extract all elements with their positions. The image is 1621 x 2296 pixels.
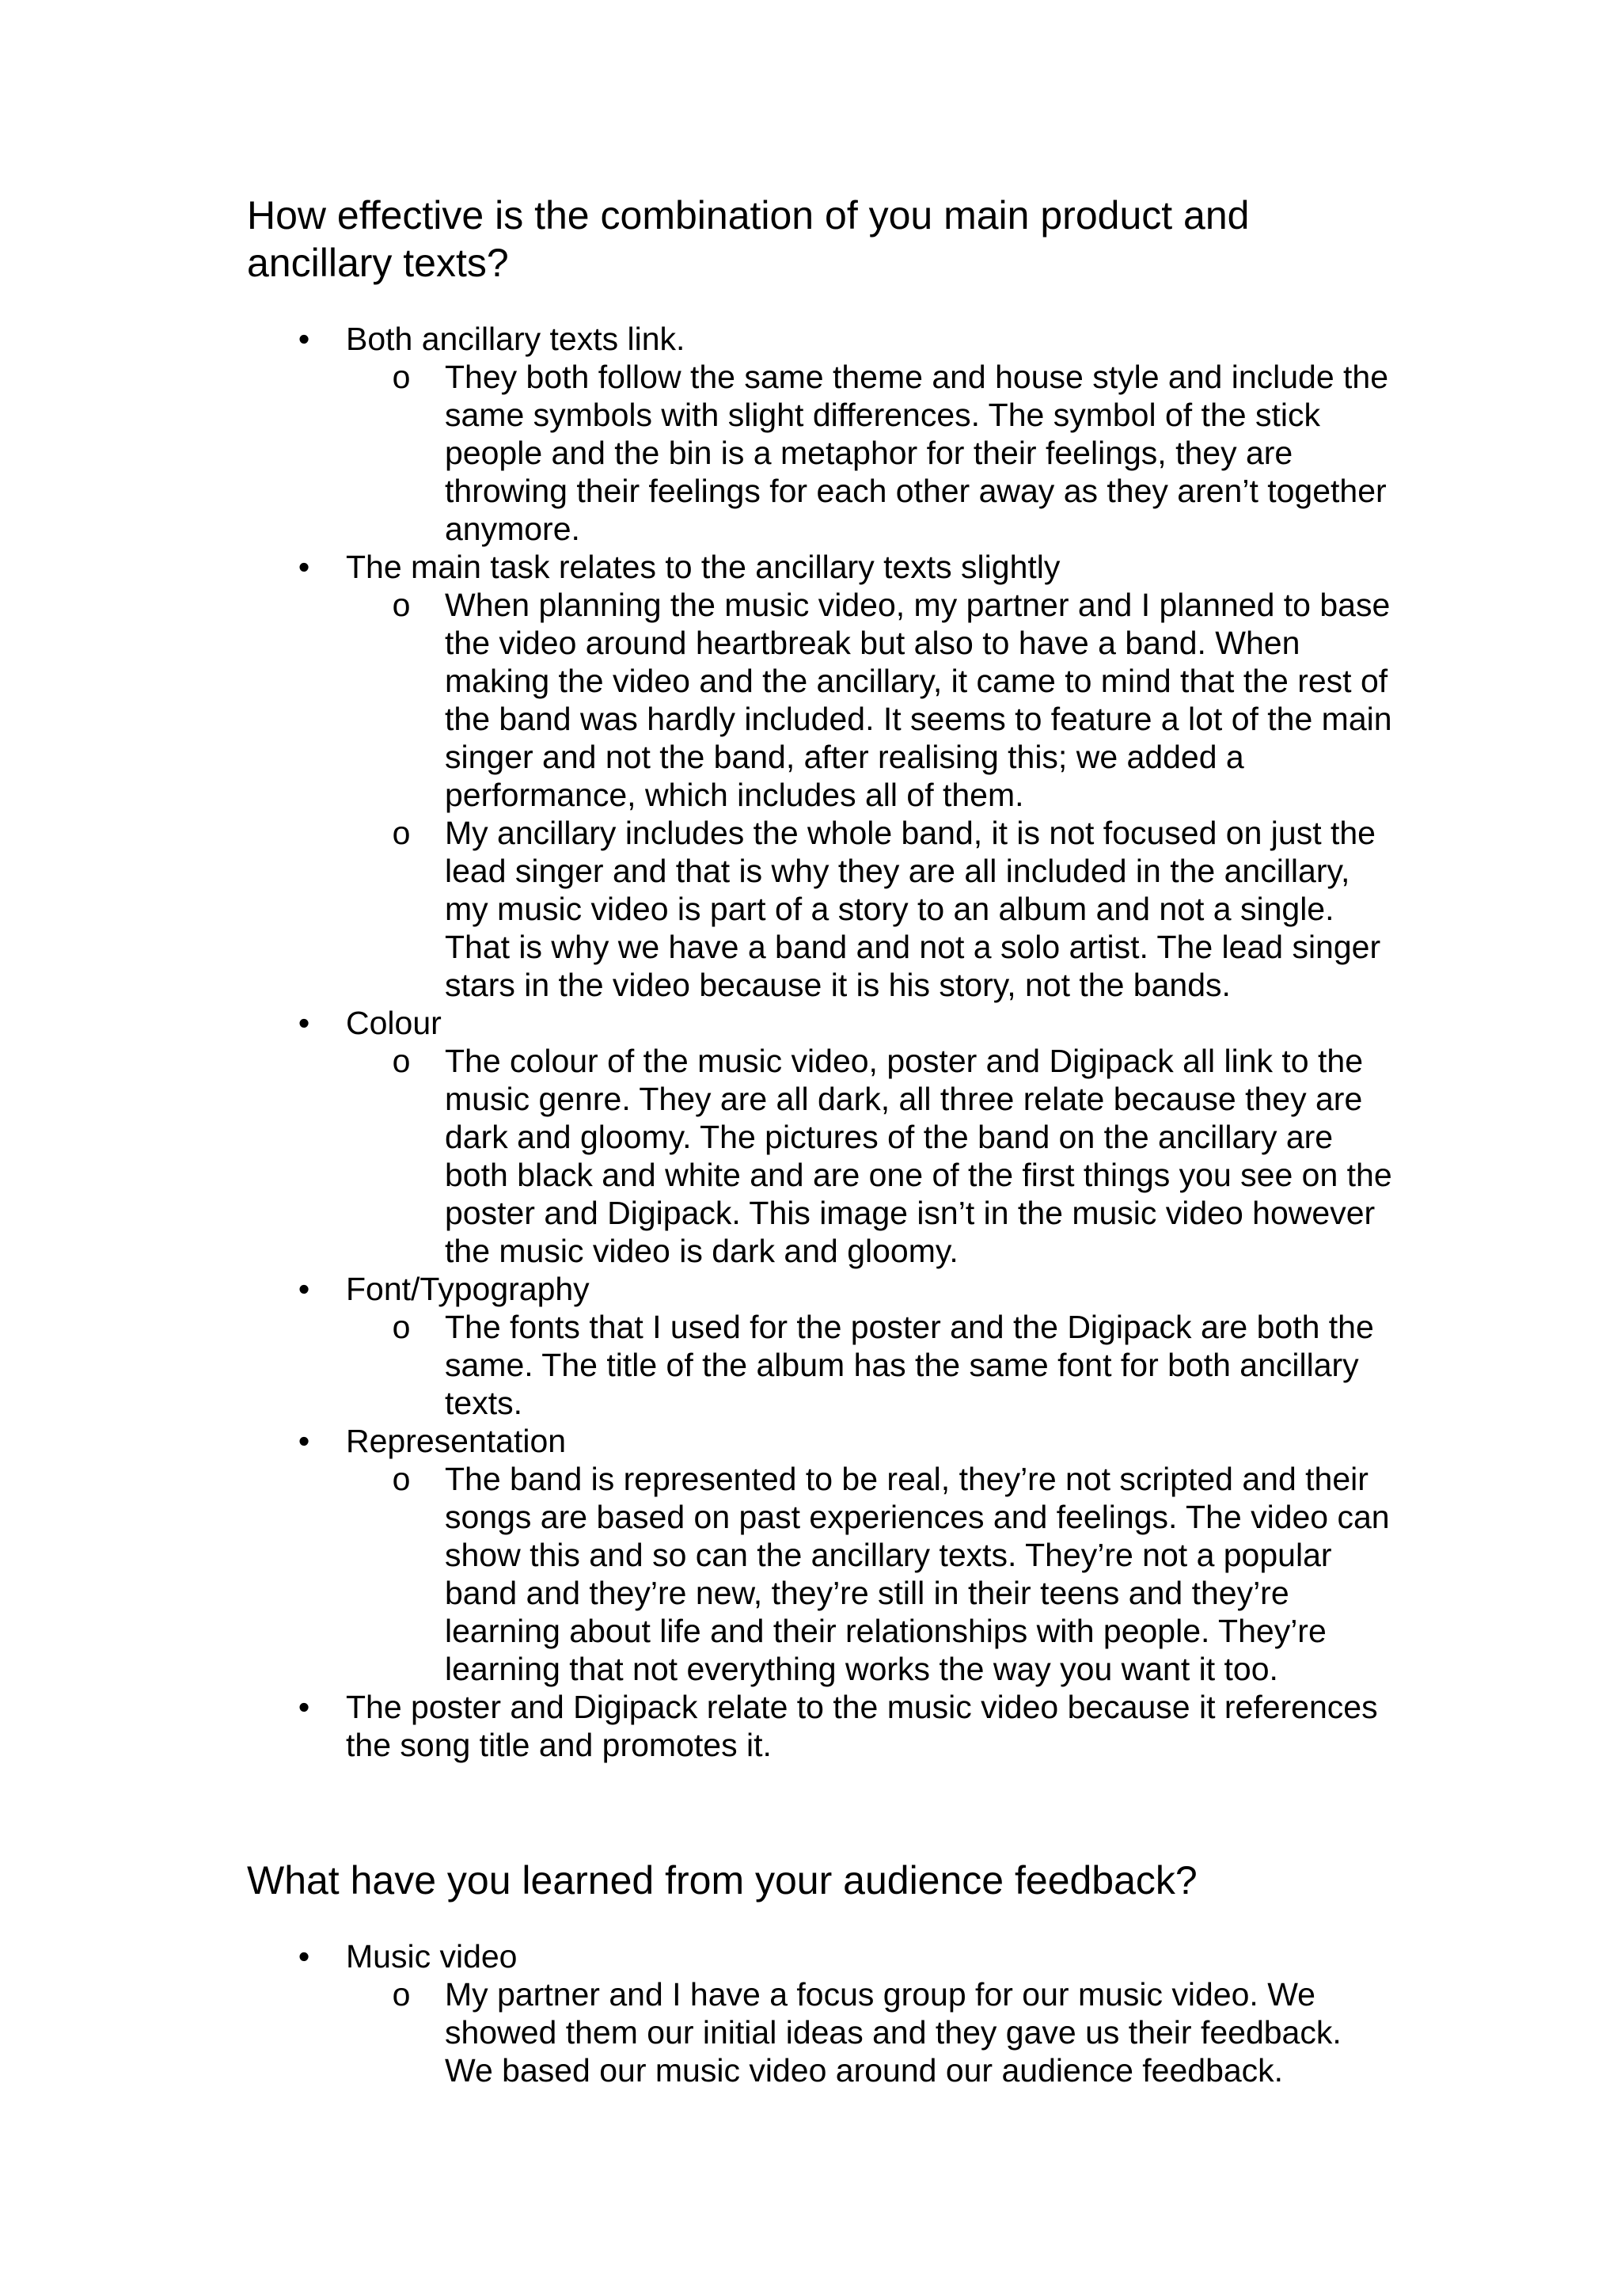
sub-list-item <box>346 1042 1395 1270</box>
sub-list <box>346 1975 1395 2089</box>
sub-list-item <box>346 1308 1395 1422</box>
sub-list-item-text: The colour of the music video, poster and Digipack all link to the music genre. They are all dark, all three relate because they are dark and gloomy. The pictures of the band on the ancillary are both black and white and are one of the first things you see on the poster and Digipack. This image isn’t in the music video however the music video is dark and gloomy. <box>445 1043 1392 1269</box>
bullet-icon: • <box>298 1689 310 1725</box>
list-item-text: Both ancillary texts link. <box>346 321 685 357</box>
list-item <box>247 1937 1395 2089</box>
circle-bullet-icon: o <box>392 1043 411 1079</box>
sub-list-item-text: The band is represented to be real, they’re not scripted and their songs are based on past experiences and feelings. The video can show this and so can the ancillary texts. They’re not a popular band and they’re new, they’re still in their teens and they’re learning about life and their relationships with people. They’re learning that not everything works the way you want it too. <box>445 1461 1390 1687</box>
list-item <box>247 320 1395 548</box>
list-item <box>247 548 1395 1004</box>
circle-bullet-icon: o <box>392 359 411 395</box>
sub-list-item-text: When planning the music video, my partner and I planned to base the video around heartbreak but also to have a band. When making the video and the ancillary, it came to mind that the rest of the band was hardly included. It seems to feature a lot of the main singer and not the band, after realising this; we added a performance, which includes all of them. <box>445 587 1392 813</box>
section-heading: How effective is the combination of you main product and ancillary texts? <box>247 193 1250 285</box>
bullet-icon: • <box>298 1005 310 1041</box>
list-item-text: Representation <box>346 1423 567 1459</box>
list-item <box>247 1688 1395 1764</box>
list-item-text: The poster and Digipack relate to the music video because it references the song title and promotes it. <box>346 1689 1378 1763</box>
section-audience-feedback <box>247 1857 1395 2089</box>
section-combination <box>247 192 1395 1764</box>
sub-list-item <box>346 586 1395 814</box>
circle-bullet-icon: o <box>392 1976 411 2013</box>
sub-list <box>346 1308 1395 1422</box>
sub-list-item-text: My partner and I have a focus group for our music video. We showed them our initial ideas and they gave us their feedback. We based our music video around our audience feedback. <box>445 1976 1342 2089</box>
sub-list-item <box>346 358 1395 548</box>
sub-list-item <box>346 1460 1395 1688</box>
circle-bullet-icon: o <box>392 1309 411 1345</box>
sub-list-item-text: The fonts that I used for the poster and the Digipack are both the same. The title of the album has the same font for both ancillary texts. <box>445 1309 1374 1421</box>
sub-list-item-text: They both follow the same theme and house style and include the same symbols with slight differences. The symbol of the stick people and the bin is a metaphor for their feelings, they are throwing their feelings for each other away as they aren’t together anymore. <box>445 359 1389 547</box>
sub-list <box>346 1460 1395 1688</box>
circle-bullet-icon: o <box>392 587 411 623</box>
bullet-list <box>247 320 1395 1764</box>
list-item-text: Music video <box>346 1938 518 1975</box>
list-item <box>247 1004 1395 1270</box>
circle-bullet-icon: o <box>392 815 411 851</box>
bullet-icon: • <box>298 321 310 357</box>
sub-list <box>346 358 1395 548</box>
list-item-text: Colour <box>346 1005 442 1041</box>
bullet-list <box>247 1937 1395 2089</box>
circle-bullet-icon: o <box>392 1461 411 1497</box>
sub-list <box>346 1042 1395 1270</box>
section-heading: What have you learned from your audience feedback? <box>247 1858 1198 1903</box>
list-item-text: The main task relates to the ancillary texts slightly <box>346 549 1061 585</box>
list-item <box>247 1422 1395 1688</box>
list-item <box>247 1270 1395 1422</box>
bullet-icon: • <box>298 549 310 585</box>
sub-list <box>346 586 1395 1004</box>
list-item-text: Font/Typography <box>346 1271 590 1307</box>
sub-list-item <box>346 814 1395 1004</box>
bullet-icon: • <box>298 1271 310 1307</box>
sub-list-item-text: My ancillary includes the whole band, it is not focused on just the lead singer and that is why they are all included in the ancillary, my music video is part of a story to an album and not a single. That is why we have a band and not a solo artist. The lead singer stars in the video because it is his story, not the bands. <box>445 815 1381 1003</box>
sub-list-item <box>346 1975 1395 2089</box>
bullet-icon: • <box>298 1423 310 1459</box>
bullet-icon: • <box>298 1938 310 1975</box>
